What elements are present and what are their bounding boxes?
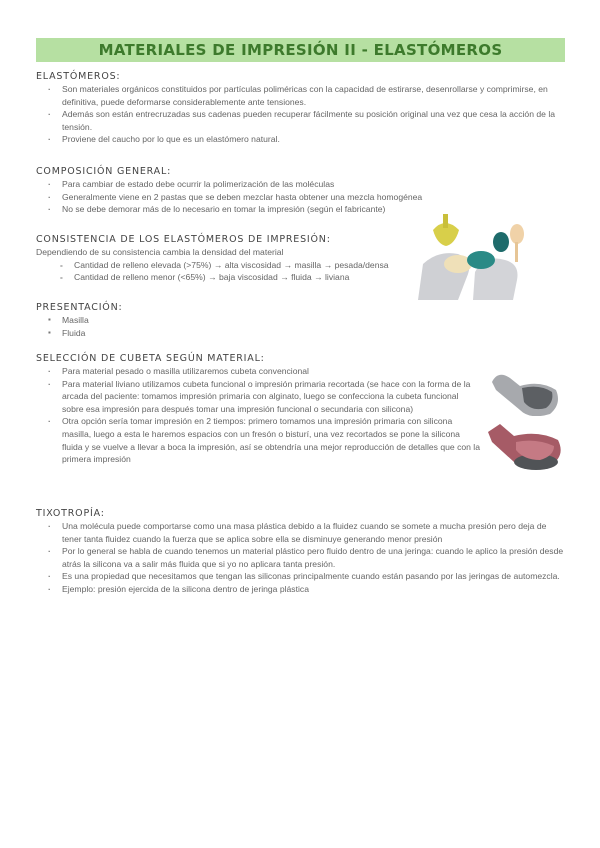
list-item: · Para cambiar de estado debe ocurrir la polimerización de las moléculas bbox=[36, 178, 456, 191]
pink-tray-image bbox=[486, 422, 566, 472]
impression-trays-gloves-image bbox=[413, 212, 528, 300]
list-item: · Es una propiedad que necesitamos que tengan las siliconas principalmente cuando están pasando por las jeringas de automezcla. bbox=[36, 570, 566, 583]
list-item: · Para material liviano utilizamos cubeta funcional o impresión primaria recortada (se hace con la forma de la arcada del paciente: tomamos impresión primaria con alginato, luego se confecciona la cubeta funcional sobre esa impresión para después tomar una impresión funcional o secundaria con silicona) bbox=[36, 378, 480, 416]
list-item: · No se debe demorar más de lo necesario en tomar la impresión (según el fabricante) bbox=[36, 203, 456, 216]
section-intro: Dependiendo de su consistencia cambia la densidad del material bbox=[36, 247, 284, 257]
section-heading: COMPOSICIÓN GENERAL: bbox=[36, 166, 172, 177]
list-item: · Una molécula puede comportarse como una masa plástica debido a la fluidez cuando se somete a mucha presión pero deja de tener tanta fluidez cuando la fuerza que se aplica sobre ella se disminuye generando menor presión bbox=[36, 520, 566, 545]
list-item: · Proviene del caucho por lo que es un elastómero natural. bbox=[36, 133, 566, 146]
list-item: ▪ Fluida bbox=[36, 327, 436, 340]
list-item: · Por lo general se habla de cuando tenemos un material plástico pero fluido dentro de una jeringa: cuando le aplico la presión desde atrás la silicona va a salir más fluida que si yo no aplicara tanta presión. bbox=[36, 545, 566, 570]
section-consistencia bbox=[36, 233, 436, 284]
section-elastomeros bbox=[36, 70, 566, 146]
page-title-banner bbox=[36, 38, 565, 62]
section-cubeta bbox=[36, 352, 480, 466]
list-item: · Generalmente viene en 2 pastas que se deben mezclar hasta obtener una mezcla homogénea bbox=[36, 191, 456, 204]
list-item: ▪ Masilla bbox=[36, 314, 436, 327]
page-title: MATERIALES DE IMPRESIÓN II - ELASTÓMEROS bbox=[98, 41, 503, 59]
section-heading: PRESENTACIÓN: bbox=[36, 302, 123, 313]
section-presentacion bbox=[36, 301, 436, 339]
list-item: · Para material pesado o masilla utilizaremos cubeta convencional bbox=[36, 365, 480, 378]
section-composicion bbox=[36, 165, 456, 216]
section-heading: SELECCIÓN DE CUBETA SEGÚN MATERIAL: bbox=[36, 353, 265, 364]
section-heading: ELASTÓMEROS: bbox=[36, 71, 121, 82]
list-item: - Cantidad de relleno elevada (>75%) → alta viscosidad → masilla → pesada/densa bbox=[36, 259, 436, 272]
list-item: - Cantidad de relleno menor (<65%) → baja viscosidad → fluida → liviana bbox=[36, 271, 436, 284]
list-item: · Ejemplo: presión ejercida de la silicona dentro de jeringa plástica bbox=[36, 583, 566, 596]
metal-tray-image bbox=[488, 368, 563, 416]
list-item: · Otra opción sería tomar impresión en 2 tiempos: primero tomamos una impresión primaria con silicona masilla, luego a esta le haremos espacios con un fresón o bisturí, una vez recortados se pone la silicona fluida y se vuelve a llevar a boca la impresión, así se obtendría una mejor reproducción de detalles que con la primera impresión bbox=[36, 415, 480, 465]
section-heading: CONSISTENCIA DE LOS ELASTÓMEROS DE IMPRESIÓN: bbox=[36, 234, 331, 245]
section-heading: TIXOTROPÍA: bbox=[36, 508, 105, 519]
list-item: · Son materiales orgánicos constituidos por partículas poliméricas con la capacidad de estirarse, desenrollarse y comprimirse, en definitiva, puede deformarse considerablemente ante tensiones. bbox=[36, 83, 566, 108]
section-tixotropia bbox=[36, 507, 566, 596]
list-item: · Además son están entrecruzadas sus cadenas pueden recuperar fácilmente su posición original una vez que cesa la acción de la tensión. bbox=[36, 108, 566, 133]
